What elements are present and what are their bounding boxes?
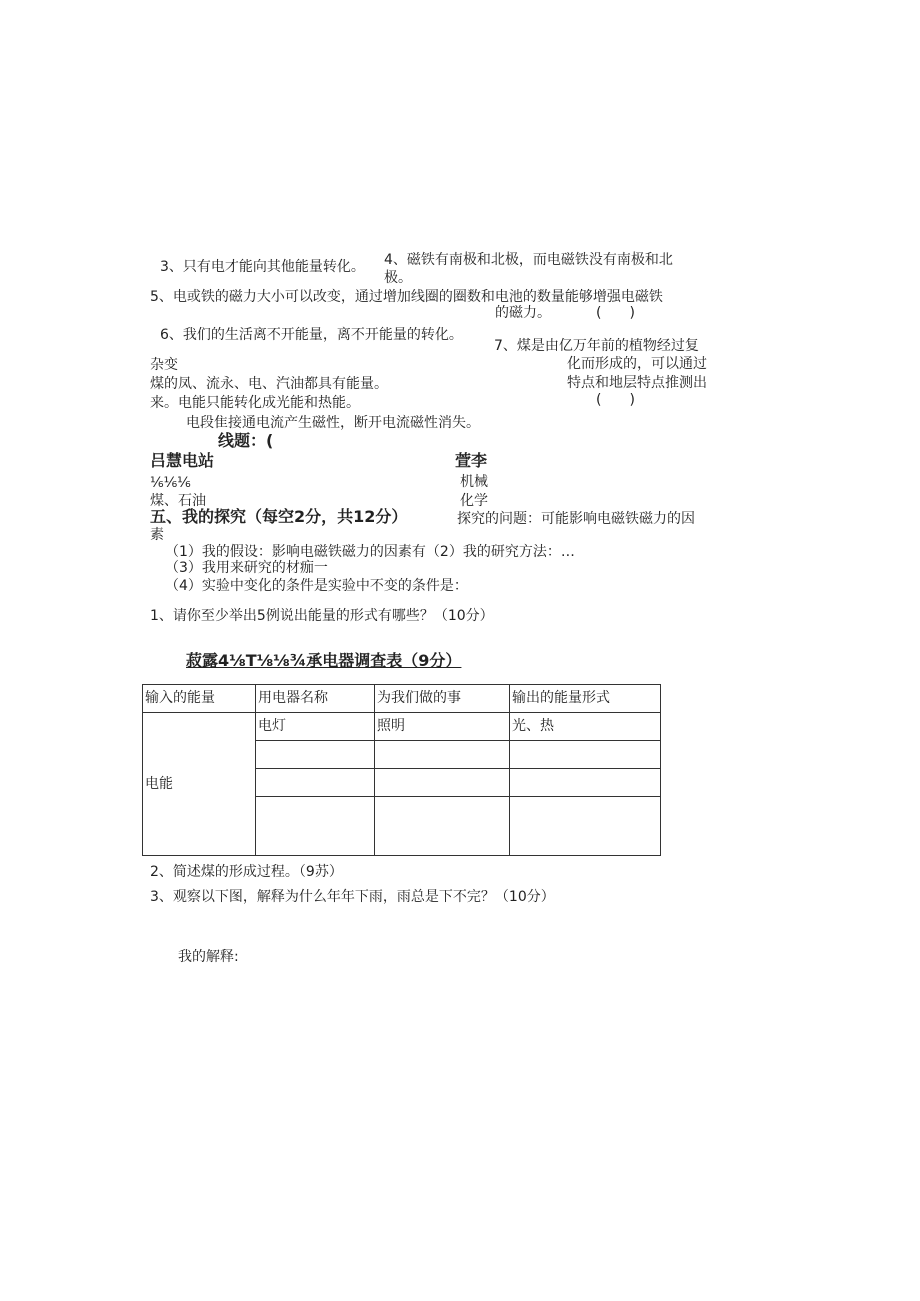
statement-5: 5、电或铁的磁力大小可以改变，通过增加线圈的圈数和电池的数量能够增强电磁铁	[150, 289, 663, 305]
statement-4-cont: 极。	[384, 270, 412, 286]
header-input-energy: 输入的能量	[143, 685, 256, 713]
section-matching-title: 线题：(	[218, 431, 274, 450]
matching-right-2: 机械	[460, 474, 488, 490]
cell-blank[interactable]	[510, 741, 661, 769]
statement-energy: 煤的凤、流永、电、汽油都具有能量。	[150, 376, 388, 392]
question-2: 2、简述煤的形成过程。（9苏）	[150, 864, 343, 880]
inquiry-item-1-2: （1）我的假设：影响电磁铁磁力的因素有（2）我的研究方法：…	[165, 544, 575, 560]
statement-7-cont1: 化而形成的，可以通过	[567, 356, 707, 372]
cell-blank[interactable]	[510, 797, 661, 856]
answer-bracket-7: ( )	[596, 392, 635, 408]
cell-blank[interactable]	[256, 797, 375, 856]
cell-output: 光、热	[510, 713, 661, 741]
survey-table-title: 菽露4⅛T⅛⅛¾承电器调查表（9分）	[186, 651, 462, 670]
question-3: 3、观察以下图，解释为什么年年下雨，雨总是下不完？（10分）	[150, 889, 555, 905]
statement-electric: 来。电能只能转化成光能和热能。	[150, 395, 360, 411]
cell-function: 照明	[375, 713, 510, 741]
cell-blank[interactable]	[256, 741, 375, 769]
matching-right-1: 萱李	[455, 451, 488, 470]
matching-right-3: 化学	[460, 493, 488, 509]
inquiry-item-4: （4）实验中变化的条件是实验中不变的条件是：	[165, 578, 468, 594]
statement-fragment: 杂变	[150, 357, 178, 373]
cell-blank[interactable]	[256, 769, 375, 797]
statement-electromagnet: 电段隹接通电流产生磁性，断开电流磁性消失。	[186, 415, 480, 431]
cell-blank[interactable]	[375, 741, 510, 769]
statement-7-cont2: 特点和地层特点推测出	[567, 375, 707, 391]
cell-blank[interactable]	[510, 769, 661, 797]
statement-5-cont: 的磁力。	[495, 305, 551, 321]
table-row	[143, 713, 661, 741]
matching-left-1: 吕慧电站	[150, 451, 215, 470]
inquiry-question: 探究的问题：可能影响电磁铁磁力的因	[457, 511, 695, 527]
cell-blank[interactable]	[375, 797, 510, 856]
header-output-energy: 输出的能量形式	[510, 685, 661, 713]
cell-blank[interactable]	[375, 769, 510, 797]
answer-bracket-5: ( )	[596, 305, 635, 321]
inquiry-item-3: （3）我用来研究的材痂一	[165, 560, 328, 576]
question-1: 1、请你至少举出5例说出能量的形式有哪些？（10分）	[150, 608, 494, 624]
statement-6: 6、我们的生活离不开能量，离不开能量的转化。	[160, 327, 463, 343]
matching-left-2: ⅙⅙⅙	[150, 475, 191, 491]
appliance-survey-table	[142, 684, 661, 856]
cell-input-energy: 电能	[143, 713, 256, 856]
header-what-it-does: 为我们做的事	[375, 685, 510, 713]
header-appliance-name: 用电器名称	[256, 685, 375, 713]
section-five-title: 五、我的探究（每空2分，共12分）	[150, 507, 408, 526]
statement-7: 7、煤是由亿万年前的植物经过复	[494, 338, 699, 354]
inquiry-question-cont: 素	[150, 527, 164, 543]
statement-3: 3、只有电才能向其他能量转化。	[160, 259, 365, 275]
my-explanation-label: 我的解释:	[178, 949, 239, 965]
statement-4: 4、磁铁有南极和北极，而电磁铁没有南极和北	[384, 252, 673, 268]
matching-left-3: 煤、石油	[150, 493, 206, 509]
table-header-row	[143, 685, 661, 713]
cell-appliance: 电灯	[256, 713, 375, 741]
